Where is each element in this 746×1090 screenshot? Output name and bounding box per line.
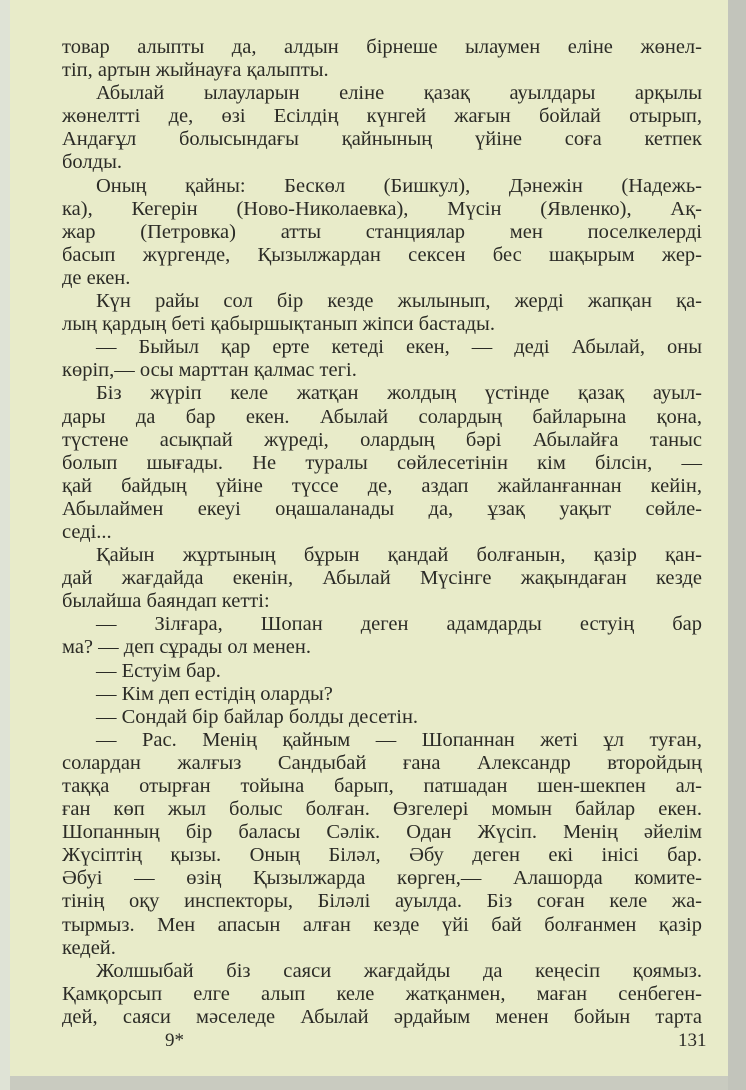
scan-right-edge — [728, 0, 746, 1090]
text-line: де екен. — [62, 266, 131, 289]
text-line: көріп,— осы марттан қалмас тегі. — [62, 359, 357, 382]
text-line: седі... — [62, 520, 112, 543]
text-line: Біз жүріп келе жатқан жолдың үстінде қазақ ауыл- — [96, 382, 702, 405]
text-line: ма? — деп сұрады ол менен. — [62, 636, 312, 659]
text-line: тырмыз. Мен апасын алған кезде үйі бай болғанмен қазір — [62, 913, 702, 936]
text-line: дай жағдайда екенін, Абылай Мүсінге жақындаған кезде — [62, 567, 702, 590]
text-line: — Естуім бар. — [96, 659, 221, 682]
text-line: ка), Кегерін (Ново-Николаевка), Мүсін (Явленко), Ақ- — [62, 197, 702, 220]
text-line: Абылай ылауларын еліне қазақ ауылдары арқылы — [96, 82, 702, 105]
text-line: таққа отырған тойына барып, патшадан шен-шекпен ал- — [62, 775, 702, 797]
text-line: Қамқорсып елге алып келе жатқанмен, маған сенбеген- — [62, 982, 702, 1005]
text-line: қай байдың үйіне түссе де, аздап жайланғаннан кейін, — [62, 474, 702, 497]
text-line: болып шығады. Не туралы сөйлесетінін кім білсін, — — [62, 451, 702, 474]
text-line: дей, саяси мәселеде Абылай әрдайым менен бойын тарта — [62, 1005, 702, 1028]
text-line: Күн райы сол бір кезде жылынып, жерді жапқан қа- — [96, 290, 702, 313]
text-line: жөнелтті де, өзі Есілдің күнгей жағын бойлай отырып, — [62, 105, 702, 128]
paragraph — [62, 336, 702, 382]
text-line: тіп, артын жыйнауға қалыпты. — [62, 59, 329, 82]
text-line: — Сондай бір байлар болды десетін. — [96, 705, 419, 728]
text-line: жар (Петровка) атты станциялар мен поселкелерді — [62, 220, 702, 243]
body-text — [62, 36, 702, 1029]
text-line: Қайын жұртының бұрын қандай болғанын, қазір қан- — [96, 544, 702, 567]
text-line: тінің оқу инспекторы, Біләлі ауылда. Біз соған келе жа- — [62, 890, 702, 913]
paragraph — [62, 729, 702, 960]
text-line: — Зілғара, Шопан деген адамдарды естуің бар — [96, 613, 702, 636]
scan-left-edge — [0, 0, 10, 1090]
text-line: басып жүргенде, Қызылжардан сексен бес шақырым жер- — [62, 243, 702, 266]
text-line: дары да бар екен. Абылай солардың байларына қона, — [62, 405, 702, 428]
paragraph — [62, 660, 702, 683]
text-line: Жүсіптің қызы. Оның Біләл, Әбу деген екі інісі бар. — [62, 844, 702, 867]
text-line: Шопанның бір баласы Сәлік. Одан Жүсіп. Менің әйелім — [62, 821, 702, 844]
text-line: Әбуі — өзің Қызылжарда көрген,— Алашорда комите- — [62, 867, 702, 890]
paragraph — [62, 175, 702, 290]
signature-mark: 9* — [165, 1030, 184, 1051]
text-line: товар алыпты да, алдын бірнеше ылаумен еліне жөнел- — [62, 36, 702, 58]
paragraph — [62, 683, 702, 706]
paragraph — [62, 706, 702, 729]
text-line: болды. — [62, 151, 122, 174]
paragraph — [62, 290, 702, 336]
text-line: Андағұл болысындағы қайнының үйіне соға кетпек — [62, 128, 702, 151]
text-line: түстене асықпай жүреді, олардың бәрі Абылайға таныс — [62, 428, 702, 451]
book-page — [10, 0, 728, 1076]
text-line: — Рас. Менің қайным — Шопаннан жеті ұл туған, — [96, 728, 702, 751]
text-line: Жолшыбай біз саяси жағдайды да кеңесіп қоямыз. — [96, 959, 702, 982]
text-line: лың қардың беті қабыршықтанып жіпси бастады. — [62, 313, 495, 336]
page-number: 131 — [678, 1030, 707, 1051]
text-line: — Кім деп естідің оларды? — [96, 682, 333, 705]
text-line: Абылаймен екеуі оңашаланады да, ұзақ уақыт сөйле- — [62, 497, 702, 520]
paragraph — [62, 382, 702, 544]
text-line: Оның қайны: Бескөл (Бишкул), Дәнежін (Надежь- — [96, 174, 702, 197]
paragraph — [62, 544, 702, 613]
paragraph — [62, 960, 702, 1029]
paragraph — [62, 36, 702, 82]
text-line: кедей. — [62, 936, 116, 959]
text-line: ған көп жыл болыс болған. Өзгелері момын байлар екен. — [62, 798, 702, 821]
text-line: былайша баяндап кетті: — [62, 590, 270, 613]
text-line: — Быйыл қар ерте кетеді екен, — деді Абылай, оны — [96, 336, 702, 359]
paragraph — [62, 82, 702, 174]
text-line: солардан жалғыз Сандыбай ғана Александр второйдың — [62, 751, 702, 774]
paragraph — [62, 613, 702, 659]
